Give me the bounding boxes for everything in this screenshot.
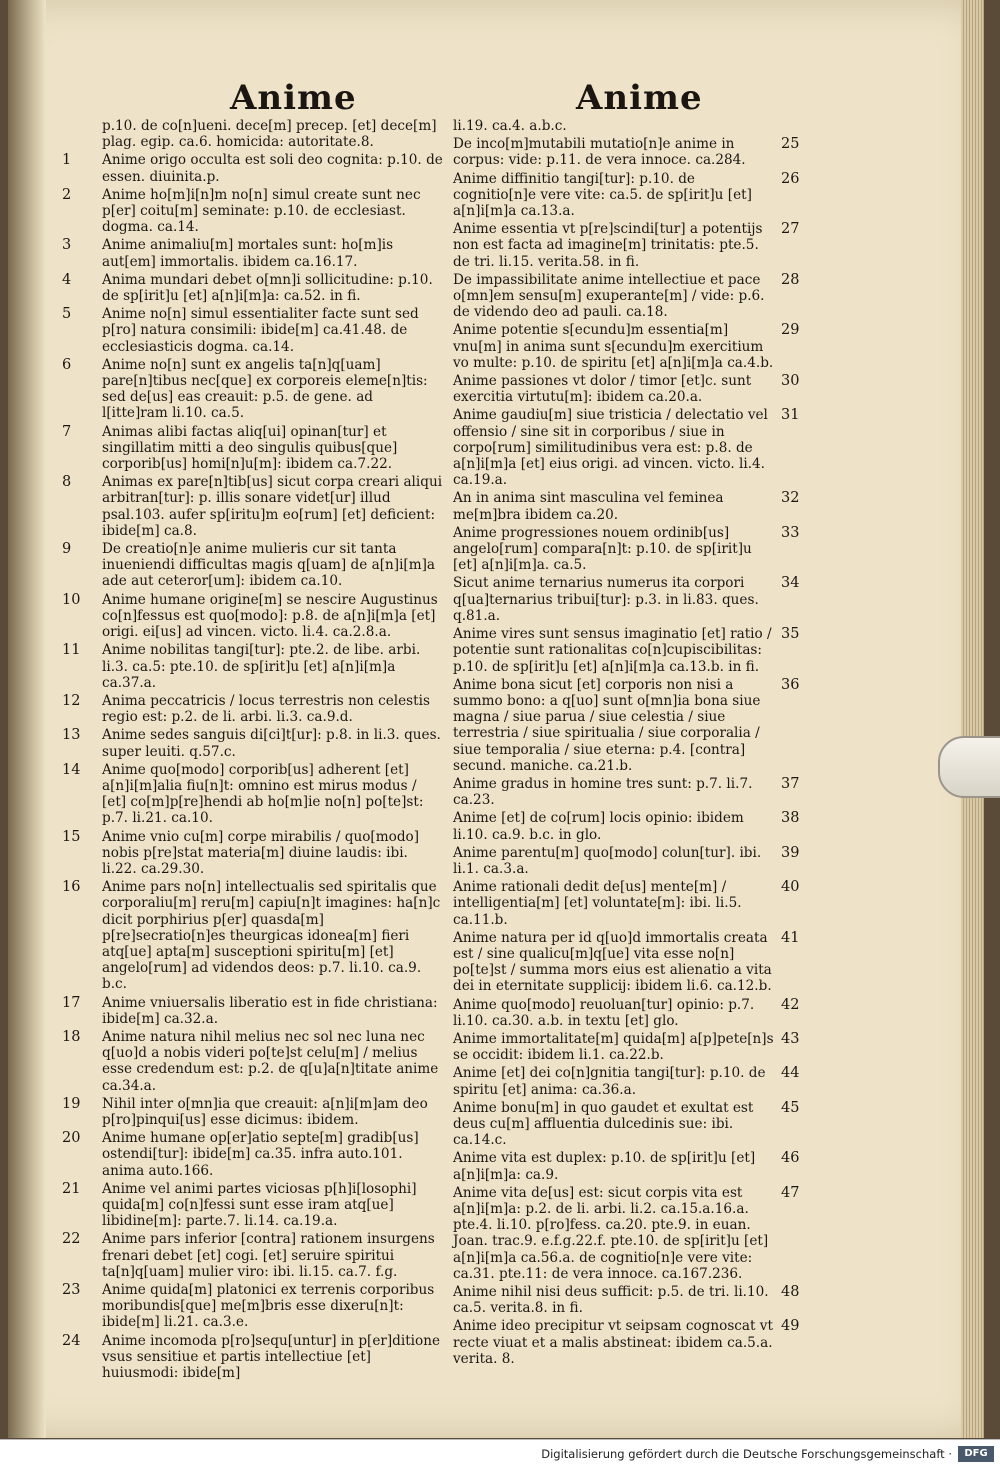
entry-text: Anime quo[modo] reuoluan[tur] opinio: p.7. li.10. ca.30. a.b. in textu [et] glo.: [453, 996, 755, 1029]
list-item: [443, 1150, 803, 1182]
entry-number: 22: [62, 1231, 81, 1248]
entry-number: 44: [781, 1065, 800, 1082]
entry-number: 35: [781, 626, 800, 643]
list-item: [443, 407, 803, 488]
entry-number: 16: [62, 879, 81, 896]
list-item: [443, 845, 803, 877]
list-item: [443, 1100, 803, 1149]
left-running-head: Anime: [230, 78, 357, 118]
list-item: [62, 474, 443, 539]
entry-text: Anime bonu[m] in quo gaudet et exultat est deus cu[m] affluentia dulcedinis sue: ibi. ca.14.c.: [453, 1099, 754, 1149]
entry-number: 40: [781, 879, 800, 896]
entry-number: 46: [781, 1150, 800, 1167]
entry-text: Anime humane origine[m] se nescire Augustinus co[n]fessus est quo[modo]: p.8. de a[n]i[m]a [et] origi. ei[us] ad vincen. victo. li.4. ca.2.8.a.: [102, 591, 438, 641]
entry-number: 9: [62, 541, 72, 558]
entry-number: 31: [781, 407, 800, 424]
list-item: [443, 171, 803, 220]
list-item: [62, 423, 443, 473]
list-item: [62, 186, 443, 236]
entry-number: 11: [62, 642, 81, 659]
entry-text: Anime vita de[us] est: sicut corpis vita est a[n]i[m]a: p.2. de li. arbi. li.2. ca.15.a.16.a. pte.4. li.10. p[ro]fess. ca.20. pte.9. in euan. Joan. trac.9. e.f.g.22.f. pte.10. de sp[irit]u [et] a[n]i[m]a ca.56.a. de cognitio[n]e vere vite: ca.31. pte.11: de vera innoce. ca.167.236.: [453, 1184, 769, 1282]
book-spine: [8, 0, 46, 1438]
footer-credit: Digitalisierung gefördert durch die Deutsche Forschungsgemeinschaft ·: [541, 1447, 952, 1461]
entry-text: Anime vel animi partes viciosas p[h]i[losophi] quida[m] co[n]fessi sunt esse iram atq[ue] libidine[m]: parte.7. li.14. ca.19.a.: [102, 1180, 417, 1230]
entry-text: Anime quida[m] platonici ex terrenis corporibus moribundis[que] me[m]bris esse dixeru[n]t: ibide[m] li.21. ca.3.e.: [102, 1282, 435, 1331]
entry-number: 32: [781, 490, 800, 507]
entry-text: Sicut anime ternarius numerus ita corpori q[ua]ternarius tribui[tur]: p.3. in li.83. ques. q.81.a.: [453, 575, 759, 624]
right-column: [443, 118, 803, 1369]
entry-text: p.10. de co[n]ueni. dece[m] precep. [et] dece[m] plag. egip. ca.6. homicida: autoritate.8.: [102, 118, 437, 151]
entry-text: Anime pars no[n] intellectualis sed spiritalis que corporaliu[m] reru[m] capiu[n]t imagines: ha[n]c dicit porphirius p[er] quasda[m] p[re]secratio[n]es theurgicas idonea[m] fieri atq[ue] apta[m] susceptioni spiritu[m] [et] angelo[rum] ad videndos deos: p.7. li.10. ca.9. b.c.: [102, 879, 441, 993]
entry-number: 17: [62, 994, 81, 1011]
entry-text: Anime natura nihil melius nec sol nec luna nec q[uo]d a nobis videri po[te]st celu[m] / melius esse credendum est: p.2. de q[u]a[n]titate anime ca.34.a.: [102, 1028, 439, 1094]
left-intro: [78, 118, 443, 150]
entry-text: An in anima sint masculina vel feminea me[m]bra ibidem ca.20.: [453, 490, 724, 523]
list-item: [443, 776, 803, 808]
entry-number: 29: [781, 322, 800, 339]
list-item: [62, 994, 443, 1027]
entry-text: Anime animaliu[m] mortales sunt: ho[m]is aut[em] immortalis. ibidem ca.16.17.: [102, 237, 394, 270]
entry-text: Anime incomoda p[ro]sequ[untur] in p[er]ditione vsus sensitiue et partis intellectiue [et] huiusmodi: ibide[m]: [102, 1332, 441, 1382]
entry-number: 23: [62, 1282, 81, 1299]
list-item: [62, 828, 443, 878]
entry-number: 21: [62, 1180, 81, 1197]
list-item: [62, 1231, 443, 1280]
entry-number: 14: [62, 761, 81, 778]
list-item: [443, 810, 803, 842]
list-item: [443, 1031, 803, 1063]
list-item: [443, 136, 803, 168]
list-item: [443, 373, 803, 405]
entry-text: Anime nobilitas tangi[tur]: pte.2. de libe. arbi. li.3. ca.5: pte.10. de sp[irit]u [et] a[n]i[m]a ca.37.a.: [102, 642, 421, 691]
digitization-footer: [0, 1439, 1000, 1470]
entry-text: Anime vnio cu[m] corpe mirabilis / quo[modo] nobis p[re]stat materia[m] diuine laudis: ibi. li.22. ca.29.30.: [102, 828, 420, 877]
list-item: [443, 879, 803, 928]
entry-text: Anima peccatricis / locus terrestris non celestis regio est: p.2. de li. arbi. li.3. ca.9.d.: [102, 692, 430, 726]
list-item: [443, 322, 803, 371]
list-item: [62, 271, 443, 305]
entry-text: Anime vita est duplex: p.10. de sp[irit]u [et] a[n]i[m]a: ca.9.: [453, 1150, 756, 1183]
entry-number: 28: [781, 271, 800, 288]
list-item: [443, 626, 803, 675]
entry-number: 37: [781, 775, 800, 792]
entry-text: li.19. ca.4. a.b.c.: [453, 118, 567, 134]
entry-text: Anime immortalitate[m] quida[m] a[p]pete[n]s se occidit: ibidem li.1. ca.22.b.: [453, 1030, 774, 1064]
entry-number: 25: [781, 136, 800, 153]
list-item: [62, 306, 443, 355]
list-item: [443, 930, 803, 995]
entry-text: Anime essentia vt p[re]scindi[tur] a potentijs non est facta ad imagine[m] trinitatis: pte.5. de tri. li.15. verita.58. in fi.: [453, 221, 763, 270]
entry-number: 6: [62, 356, 72, 373]
entry-number: 39: [781, 844, 800, 861]
list-item: [62, 541, 443, 590]
entry-number: 42: [781, 996, 800, 1013]
right-running-head: Anime: [576, 78, 703, 118]
entry-text: Anime pars inferior [contra] rationem insurgens frenari debet [et] cogi. [et] seruire spiritui ta[n]q[uam] mulier viro: ibi. li.15. ca.7. f.g.: [102, 1231, 435, 1280]
entry-text: De impassibilitate anime intellectiue et pace o[mn]em sensu[m] exuperante[m] / vide: p.6. de videndo deo ad pauli. ca.18.: [453, 271, 765, 321]
list-item: [62, 1130, 443, 1179]
entry-number: 19: [62, 1095, 81, 1112]
list-item: [62, 1282, 443, 1331]
entry-text: Anime [et] de co[rum] locis opinio: ibidem li.10. ca.9. b.c. in glo.: [453, 810, 744, 843]
entry-text: Anime bona sicut [et] corporis non nisi a summo bono: a q[uo] sunt o[mn]ia bona siue magna / siue parua / siue celestia / siue terrestria / siue spiritualia / siue corporalia / siue temporalia / siue eterna: p.4. [contra] secund. maniche. ca.21.b.: [453, 676, 761, 774]
list-item: [443, 1318, 803, 1367]
entry-text: Anime origo occulta est soli deo cognita: p.10. de essen. diuinita.p.: [102, 152, 443, 185]
entry-number: 27: [781, 221, 800, 238]
entry-text: Anime nihil nisi deus sufficit: p.5. de tri. li.10. ca.5. verita.8. in fi.: [453, 1284, 769, 1317]
entry-number: 45: [781, 1099, 800, 1116]
entry-text: Anime no[n] sunt ex angelis ta[n]q[uam] pare[n]tibus nec[que] ex corporeis eleme[n]tis: sed de[us] eas creauit: p.5. de gene. ad l[itte]ram li.10. ca.5.: [102, 356, 428, 422]
list-item: [62, 591, 443, 641]
entry-text: Anime quo[modo] corporib[us] adherent [et] a[n]i[m]alia fiu[n]t: omnino est mirus modus / [et] co[m]p[re]hendi ab ho[m]ie no[n] po[te]st: p.7. li.21. ca.10.: [102, 761, 424, 827]
entry-number: 30: [781, 373, 800, 390]
entry-number: 41: [781, 929, 800, 946]
entry-text: Anime [et] dei co[n]gnitia tangi[tur]: p.10. de spiritu [et] anima: ca.36.a.: [453, 1065, 766, 1098]
entry-text: De inco[m]mutabili mutatio[n]e anime in corpus: vide: p.11. de vera innoce. ca.284.: [453, 136, 746, 169]
page-edges: [961, 0, 983, 1438]
entry-number: 5: [62, 306, 72, 323]
entry-number: 38: [781, 810, 800, 827]
list-item: [62, 1180, 443, 1230]
list-item: [62, 1028, 443, 1094]
entry-number: 43: [781, 1030, 800, 1047]
list-item: [443, 1185, 803, 1282]
list-item: [443, 1284, 803, 1316]
list-item: [62, 1332, 443, 1382]
entry-text: Anime rationali dedit de[us] mente[m] / intelligentia[m] [et] voluntate[m]: ibi. li.5. ca.11.b.: [453, 879, 742, 928]
entry-number: 24: [62, 1332, 81, 1349]
left-column: [62, 118, 443, 1383]
bookmark-tab: [938, 736, 1000, 798]
entry-number: 8: [62, 474, 72, 491]
list-item: [62, 237, 443, 270]
entry-number: 26: [781, 170, 800, 187]
entry-text: Nihil inter o[mn]ia que creauit: a[n]i[m]am deo p[ro]pinqui[us] esse dicimus: ibidem.: [102, 1095, 428, 1128]
list-item: [62, 727, 443, 760]
entry-text: Anime progressiones nouem ordinib[us] angelo[rum] compara[n]t: p.10. de sp[irit]u [et] a[n]i[m]a. ca.5.: [453, 524, 752, 574]
entry-number: 3: [62, 237, 72, 254]
list-item: [443, 272, 803, 321]
entry-number: 1: [62, 152, 72, 169]
entry-text: Anime natura per id q[uo]d immortalis creata est / sine qualicu[m]q[ue] vita esse no[n] po[te]st / summa mors eius est alienatio a vita dei in eternitate supplicij: ibidem li.6. ca.12.b.: [453, 929, 772, 995]
list-item: [62, 879, 443, 993]
entry-text: Anime humane op[er]atio septe[m] gradib[us] ostendi[tur]: ibide[m] ca.35. infra auto.101. anima auto.166.: [102, 1130, 419, 1179]
entry-text: Anima mundari debet o[mn]i sollicitudine: p.10. de sp[irit]u [et] a[n]i[m]a: ca.52. in fi.: [102, 271, 433, 305]
entry-text: Animas alibi factas aliq[ui] opinan[tur] et singillatim mitti a deo singulis quibus[que] corporib[us] homi[n]u[m]: ibidem ca.7.22.: [102, 423, 398, 473]
entry-text: Anime sedes sanguis di[ci]t[ur]: p.8. in li.3. ques. super leuiti. q.57.c.: [102, 727, 441, 760]
entry-number: 33: [781, 524, 800, 541]
entry-number: 15: [62, 828, 81, 845]
entry-text: Anime passiones vt dolor / timor [et]c. sunt exercitia virtutu[m]: ibidem ca.20.a.: [453, 373, 752, 406]
list-item: [62, 692, 443, 726]
entry-text: Anime potentie s[ecundu]m essentia[m] vnu[m] in anima sunt s[ecundu]m exercitium vo multe: p.10. de spiritu [et] a[n]i[m]a ca.4.b.: [453, 322, 774, 371]
entry-number: 20: [62, 1130, 81, 1147]
list-item: [62, 152, 443, 185]
entry-number: 49: [781, 1318, 800, 1335]
list-item: [443, 490, 803, 522]
list-item: [443, 997, 803, 1029]
entry-number: 48: [781, 1284, 800, 1301]
entry-number: 2: [62, 186, 72, 203]
entry-text: Anime diffinitio tangi[tur]: p.10. de cognitio[n]e vere vite: ca.5. de sp[irit]u [et] a[n]i[m]a ca.13.a.: [453, 170, 752, 220]
entry-number: 4: [62, 271, 72, 288]
list-item: [62, 642, 443, 691]
entry-number: 47: [781, 1184, 800, 1201]
entry-text: Anime vniuersalis liberatio est in fide christiana: ibide[m] ca.32.a.: [102, 994, 438, 1027]
entry-number: 10: [62, 591, 81, 608]
list-item: [443, 575, 803, 624]
entry-text: Animas ex pare[n]tib[us] sicut corpa creari aliqui arbitran[tur]: p. illis sonare videt[ur] illud psal.103. aufer sp[iritu]m eo[rum] [et] deficient: ibide[m] ca.8.: [102, 474, 443, 539]
dfg-logo: DFG: [958, 1446, 994, 1462]
right-intro: [443, 118, 803, 134]
entry-text: Anime parentu[m] quo[modo] colun[tur]. ibi. li.1. ca.3.a.: [453, 844, 762, 877]
entry-text: Anime ideo precipitur vt seipsam cognoscat vt recte viuat et a malis abstineat: ibidem ca.5.a. verita. 8.: [453, 1318, 773, 1367]
entry-text: Anime gaudiu[m] siue tristicia / delectatio vel offensio / sine sit in corporibus / siue in corpo[rum] similitudinibus vera est: p.8. de a[n]i[m]a [et] eius origi. ad vincen. victo. li.4. ca.19.a.: [453, 407, 768, 489]
list-item: [443, 221, 803, 270]
entry-number: 34: [781, 575, 800, 592]
entry-text: De creatio[n]e anime mulieris cur sit tanta inueniendi difficultas magis q[uam] de a[n]i[m]a ade aut ceteror[um]: ibidem ca.10.: [102, 541, 436, 590]
entry-text: Anime gradus in homine tres sunt: p.7. li.7. ca.23.: [453, 775, 753, 809]
entry-text: Anime ho[m]i[n]m no[n] simul create sunt nec p[er] coitu[m] seminate: p.10. de ecclesiast. dogma. ca.14.: [102, 186, 421, 236]
entry-number: 18: [62, 1028, 81, 1045]
entry-number: 7: [62, 423, 72, 440]
book-page: [8, 0, 984, 1438]
entry-number: 13: [62, 727, 81, 744]
entry-text: Anime vires sunt sensus imaginatio [et] ratio / potentie sunt rationalitas co[n]cupiscibilitas: p.10. de sp[irit]u [et] a[n]i[m]a ca.13.b. in fi.: [453, 626, 772, 675]
list-item: [443, 525, 803, 574]
list-item: [62, 1095, 443, 1128]
list-item: [62, 761, 443, 827]
entry-text: Anime no[n] simul essentialiter facte sunt sed p[ro] natura consimili: ibide[m] ca.41.48. de ecclesiasticis dogma. ca.14.: [102, 306, 419, 355]
list-item: [443, 677, 803, 774]
entry-number: 36: [781, 676, 800, 693]
list-item: [62, 356, 443, 422]
entry-number: 12: [62, 692, 81, 709]
list-item: [443, 1065, 803, 1097]
